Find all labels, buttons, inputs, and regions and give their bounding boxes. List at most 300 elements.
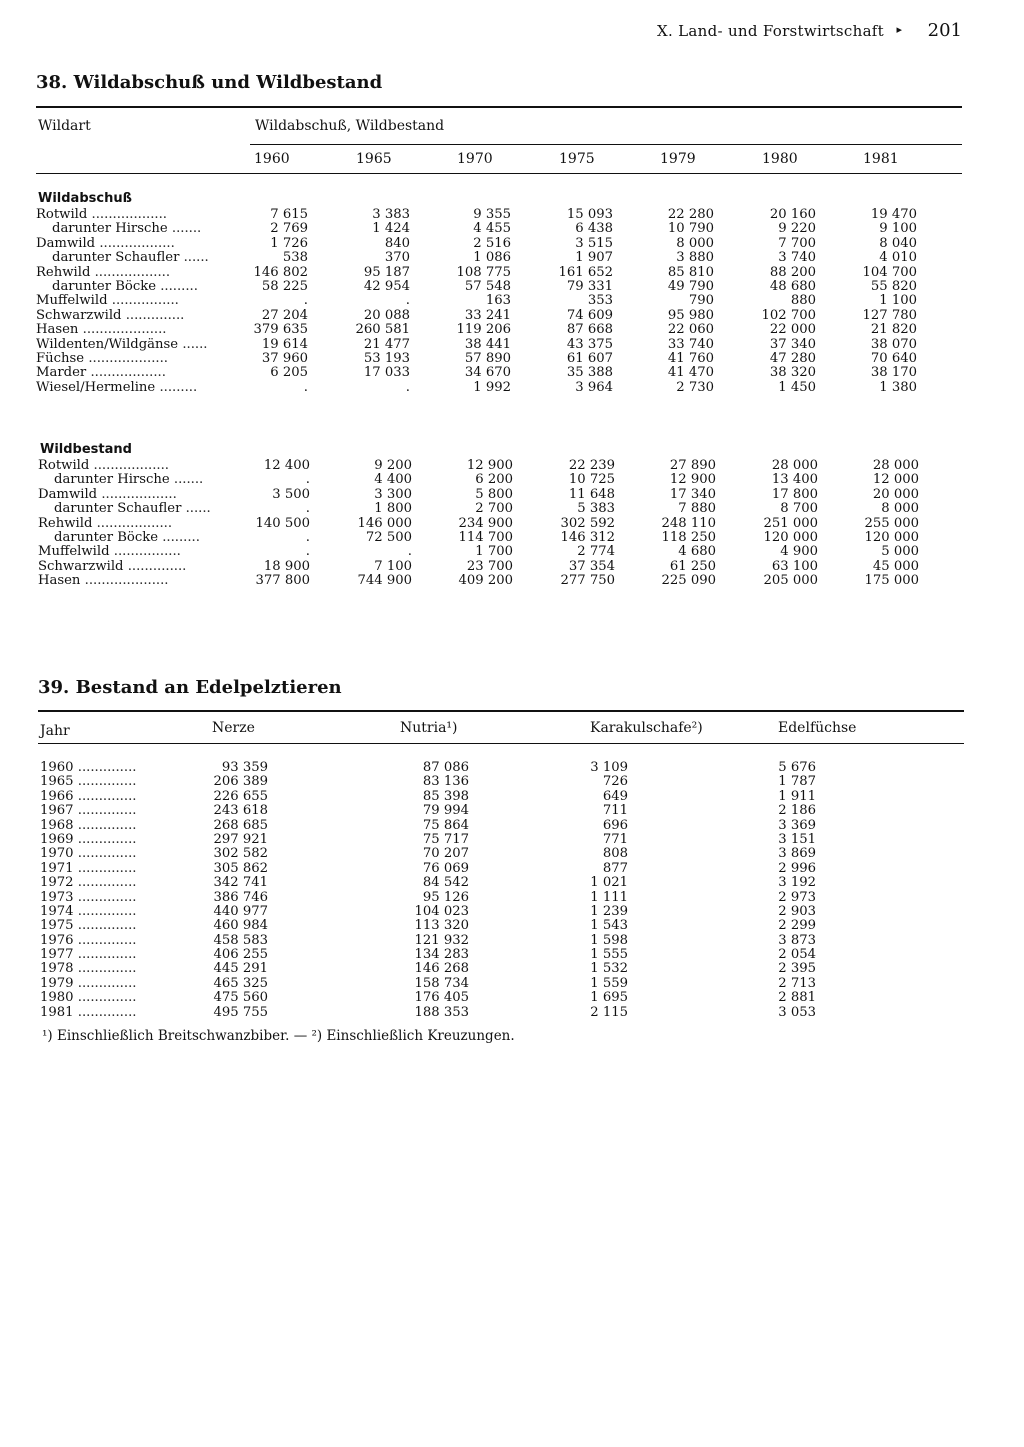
cell-1975: 22 239	[568, 458, 615, 473]
cell-1975: 43 375	[566, 336, 613, 352]
table-row	[38, 560, 928, 574]
cell-1960: 2 769	[270, 221, 308, 237]
row-label-text: darunter Schaufler	[54, 502, 182, 517]
row-label-text: Rotwild	[36, 208, 88, 222]
cell-edelfuechse: 3 151	[778, 831, 816, 847]
cell-1980: 17 800	[771, 486, 818, 502]
cell-1981: 1 380	[879, 379, 917, 395]
table-row	[40, 991, 920, 1005]
cell-1979: 790	[688, 293, 714, 309]
table-39-top-rule	[38, 710, 964, 712]
row-label	[40, 761, 200, 775]
row-label	[54, 473, 240, 487]
leader-dots: ..............	[77, 818, 137, 833]
leader-dots: ...................	[88, 351, 168, 366]
year-header-1979: 1979	[660, 151, 696, 167]
cell-1970: 38 441	[464, 336, 511, 352]
group-heading-wildbestand: Wildbestand	[40, 442, 132, 457]
row-label	[40, 833, 200, 847]
cell-1960: 19 614	[261, 336, 308, 352]
cell-1970: 34 670	[464, 365, 511, 381]
table-38-title: 38. Wildabschuß und Wildbestand	[36, 72, 383, 93]
table-38-span-rule	[250, 144, 962, 145]
cell-nutria: 134 283	[414, 947, 469, 963]
cell-1960: 6 205	[270, 365, 308, 381]
cell-nutria: 75 864	[422, 817, 469, 833]
cell-1965: 3 383	[372, 207, 410, 222]
cell-1965: 146 000	[357, 515, 412, 531]
cell-1975: 35 388	[566, 365, 613, 381]
table-row	[36, 338, 926, 352]
row-label	[40, 991, 200, 1005]
cell-nerze: 458 583	[213, 932, 268, 948]
cell-nerze: 93 359	[221, 760, 268, 775]
cell-1960: 140 500	[255, 515, 310, 531]
table-row	[38, 502, 928, 516]
cell-nerze: 243 618	[213, 803, 268, 819]
cell-1979: 225 090	[661, 573, 716, 589]
cell-1965: 53 193	[363, 350, 410, 366]
table-39-body	[40, 761, 920, 1020]
cell-nutria: 70 207	[422, 846, 469, 862]
cell-1979: 41 470	[667, 365, 714, 381]
row-label	[40, 919, 200, 933]
cell-edelfuechse: 2 996	[778, 860, 816, 876]
row-label	[52, 251, 238, 265]
row-label-text: Füchse	[36, 351, 85, 366]
cell-1975: 3 964	[575, 379, 613, 395]
row-label	[38, 560, 240, 574]
table-39-header-rule	[38, 743, 964, 744]
cell-1960: 7 615	[270, 207, 308, 222]
cell-1965: 4 400	[374, 472, 412, 488]
row-label-text: Muffelwild	[38, 545, 110, 560]
year-label: 1965	[40, 775, 74, 790]
cell-nutria: 146 268	[414, 961, 469, 977]
cell-1980: 38 320	[769, 365, 816, 381]
row-label-text: Hasen	[36, 323, 79, 338]
cell-1980: 880	[790, 293, 816, 309]
cell-1965: 370	[384, 250, 410, 266]
cell-1979: 85 810	[667, 264, 714, 280]
cell-1980: 251 000	[763, 515, 818, 531]
cell-1980: 22 000	[769, 322, 816, 338]
row-label	[40, 819, 200, 833]
cell-1979: 10 790	[667, 221, 714, 237]
cell-1960: 538	[282, 250, 308, 266]
cell-1965: 17 033	[363, 365, 410, 381]
cell-nutria: 121 932	[414, 932, 469, 948]
row-label	[52, 280, 238, 294]
year-label: 1977	[40, 948, 74, 963]
cell-1980: 8 700	[780, 501, 818, 517]
group-rows	[36, 208, 926, 395]
leader-dots: ..............	[77, 890, 137, 905]
row-label	[36, 294, 238, 308]
year-header-1981: 1981	[863, 151, 899, 167]
row-label	[38, 574, 240, 588]
cell-1965: 3 300	[374, 486, 412, 502]
cell-edelfuechse: 5 676	[778, 760, 816, 775]
cell-1975: 3 515	[575, 235, 613, 251]
cell-1980: 3 740	[778, 250, 816, 266]
cell-karakulschafe: 1 532	[590, 961, 628, 977]
table-row	[38, 531, 928, 545]
table-row	[38, 517, 928, 531]
cell-karakulschafe: 1 559	[590, 975, 628, 991]
table-row	[36, 294, 926, 308]
cell-1981: 4 010	[879, 250, 917, 266]
leader-dots: ......	[183, 251, 209, 266]
header-karakulschafe: Karakulschafe²)	[590, 720, 703, 736]
table-row	[40, 761, 920, 775]
leader-dots: ..................	[99, 236, 175, 251]
cell-1979: 95 980	[667, 307, 714, 323]
cell-karakulschafe: 1 021	[590, 875, 628, 891]
cell-1975: 2 774	[577, 544, 615, 560]
cell-1960: .	[305, 472, 310, 488]
cell-1965: 9 200	[374, 458, 412, 473]
cell-1965: .	[407, 544, 412, 560]
cell-edelfuechse: 3 192	[778, 875, 816, 891]
cell-edelfuechse: 3 369	[778, 817, 816, 833]
cell-1981: 255 000	[864, 515, 919, 531]
cell-karakulschafe: 771	[602, 831, 628, 847]
cell-1965: 7 100	[374, 558, 412, 574]
cell-karakulschafe: 808	[602, 846, 628, 862]
leader-dots: ..............	[125, 308, 185, 323]
year-header-1970: 1970	[457, 151, 493, 167]
leader-dots: ..................	[93, 459, 170, 473]
cell-nerze: 495 755	[213, 1004, 268, 1020]
year-label: 1974	[40, 904, 74, 919]
row-label	[40, 962, 200, 976]
cell-1981: 70 640	[870, 350, 917, 366]
cell-karakulschafe: 877	[602, 860, 628, 876]
cell-1970: 4 455	[473, 221, 511, 237]
table-row	[40, 847, 920, 861]
table-39-title: 39. Bestand an Edelpelztieren	[38, 677, 342, 698]
cell-1981: 12 000	[872, 472, 919, 488]
cell-1970: 1 700	[475, 544, 513, 560]
cell-1970: 12 900	[466, 458, 513, 473]
row-label-text: darunter Hirsche	[54, 473, 170, 488]
cell-edelfuechse: 3 869	[778, 846, 816, 862]
row-label-text: Damwild	[36, 236, 96, 251]
table-row	[36, 309, 926, 323]
table-row	[40, 977, 920, 991]
cell-1980: 88 200	[769, 264, 816, 280]
cell-1960: 3 500	[272, 486, 310, 502]
leader-dots: ......	[182, 337, 208, 352]
cell-karakulschafe: 1 239	[590, 903, 628, 919]
cell-edelfuechse: 3 053	[778, 1004, 816, 1020]
cell-1979: 17 340	[669, 486, 716, 502]
year-label: 1972	[40, 876, 74, 891]
row-label	[36, 338, 238, 352]
cell-1965: 744 900	[357, 573, 412, 589]
cell-edelfuechse: 2 299	[778, 918, 816, 934]
leader-dots: .........	[162, 530, 200, 545]
cell-karakulschafe: 649	[602, 788, 628, 804]
row-label	[54, 531, 240, 545]
cell-1980: 20 160	[769, 207, 816, 222]
table-38-header-rule	[36, 173, 962, 174]
cell-1979: 12 900	[669, 472, 716, 488]
page-marker: ▸	[896, 23, 902, 36]
row-label	[38, 488, 240, 502]
cell-1970: 234 900	[458, 515, 513, 531]
leader-dots: ..............	[127, 559, 187, 574]
row-label	[36, 309, 238, 323]
cell-nerze: 226 655	[213, 788, 268, 804]
row-label	[40, 847, 200, 861]
row-label	[40, 905, 200, 919]
cell-edelfuechse: 2 713	[778, 975, 816, 991]
year-label: 1970	[40, 847, 74, 862]
cell-nerze: 268 685	[213, 817, 268, 833]
cell-1981: 9 100	[879, 221, 917, 237]
row-label-text: darunter Böcke	[52, 279, 157, 294]
row-label	[40, 977, 200, 991]
cell-karakulschafe: 1 695	[590, 990, 628, 1006]
cell-nerze: 342 741	[213, 875, 268, 891]
header-nerze: Nerze	[212, 720, 255, 736]
cell-1980: 120 000	[763, 529, 818, 545]
cell-1965: .	[405, 379, 410, 395]
cell-1970: 2 516	[473, 235, 511, 251]
cell-nutria: 95 126	[422, 889, 469, 905]
cell-1981: 28 000	[872, 458, 919, 473]
cell-nutria: 87 086	[422, 760, 469, 775]
leader-dots: ..............	[77, 761, 137, 775]
cell-nutria: 79 994	[422, 803, 469, 819]
cell-1975: 61 607	[566, 350, 613, 366]
year-label: 1975	[40, 919, 74, 934]
table-row	[36, 266, 926, 280]
table-row	[40, 919, 920, 933]
cell-1970: 33 241	[464, 307, 511, 323]
cell-1979: 3 880	[676, 250, 714, 266]
row-label	[40, 775, 200, 789]
leader-dots: ................	[111, 294, 179, 309]
row-label-text: Muffelwild	[36, 294, 108, 309]
leader-dots: .........	[160, 279, 198, 294]
cell-nutria: 83 136	[422, 774, 469, 790]
cell-nutria: 76 069	[422, 860, 469, 876]
cell-nerze: 305 862	[213, 860, 268, 876]
cell-edelfuechse: 2 973	[778, 889, 816, 905]
cell-1980: 1 450	[778, 379, 816, 395]
cell-1975: 1 907	[575, 250, 613, 266]
row-label	[36, 208, 238, 222]
cell-1979: 33 740	[667, 336, 714, 352]
year-label: 1980	[40, 991, 74, 1006]
cell-nerze: 206 389	[213, 774, 268, 790]
row-label	[40, 1006, 200, 1020]
year-label: 1981	[40, 1005, 74, 1020]
cell-1980: 63 100	[771, 558, 818, 574]
cell-1980: 47 280	[769, 350, 816, 366]
row-label-text: Schwarzwild	[36, 308, 122, 323]
cell-1975: 146 312	[560, 529, 615, 545]
cell-nerze: 302 582	[213, 846, 268, 862]
table-row	[36, 323, 926, 337]
cell-karakulschafe: 696	[602, 817, 628, 833]
cell-1981: 1 100	[879, 293, 917, 309]
year-label: 1967	[40, 804, 74, 819]
row-label-text: Wildenten/Wildgänse	[36, 337, 179, 352]
table-39-footnote: ¹) Einschließlich Breitschwanzbiber. — ²) Einschließlich Kreuzungen.	[42, 1028, 515, 1044]
table-38-stub-header: Wildart	[38, 118, 91, 134]
leader-dots: ..............	[77, 789, 137, 804]
cell-edelfuechse: 1 787	[778, 774, 816, 790]
cell-1970: 2 700	[475, 501, 513, 517]
table-38-span-header: Wildabschuß, Wildbestand	[255, 118, 445, 134]
leader-dots: ..................	[101, 487, 177, 502]
page-number: 201	[927, 20, 962, 41]
cell-1970: 9 355	[473, 207, 511, 222]
row-label	[36, 381, 238, 395]
leader-dots: .......	[171, 222, 202, 237]
row-label	[40, 934, 200, 948]
cell-1970: 409 200	[458, 573, 513, 589]
cell-1980: 205 000	[763, 573, 818, 589]
table-row	[38, 545, 928, 559]
row-label	[40, 790, 200, 804]
cell-karakulschafe: 2 115	[590, 1004, 628, 1020]
year-label: 1969	[40, 832, 74, 847]
leader-dots: ..............	[77, 861, 137, 876]
cell-edelfuechse: 1 911	[778, 788, 816, 804]
cell-1980: 102 700	[761, 307, 816, 323]
table-row	[36, 366, 926, 380]
cell-1975: 79 331	[566, 278, 613, 294]
cell-1975: 277 750	[560, 573, 615, 589]
year-header-1965: 1965	[356, 151, 392, 167]
leader-dots: ..............	[77, 847, 137, 862]
cell-1965: 260 581	[355, 322, 410, 338]
cell-1975: 74 609	[566, 307, 613, 323]
row-label	[40, 862, 200, 876]
table-row	[40, 819, 920, 833]
year-label: 1968	[40, 818, 74, 833]
cell-1975: 87 668	[566, 322, 613, 338]
cell-1960: .	[305, 544, 310, 560]
cell-nerze: 440 977	[213, 903, 268, 919]
cell-1980: 28 000	[771, 458, 818, 473]
row-label	[36, 352, 238, 366]
leader-dots: ..............	[77, 976, 137, 991]
table-row	[36, 251, 926, 265]
cell-edelfuechse: 2 186	[778, 803, 816, 819]
year-label: 1978	[40, 962, 74, 977]
year-label: 1976	[40, 933, 74, 948]
cell-1960: .	[305, 501, 310, 517]
table-row	[40, 804, 920, 818]
cell-1960: 1 726	[270, 235, 308, 251]
cell-1981: 5 000	[881, 544, 919, 560]
table-row	[40, 934, 920, 948]
table-row	[36, 208, 926, 222]
cell-1960: 379 635	[253, 322, 308, 338]
cell-nerze: 460 984	[213, 918, 268, 934]
cell-1965: 840	[384, 235, 410, 251]
cell-1981: 38 070	[870, 336, 917, 352]
cell-edelfuechse: 3 873	[778, 932, 816, 948]
row-label	[36, 366, 238, 380]
cell-1979: 22 280	[667, 207, 714, 222]
cell-1979: 22 060	[667, 322, 714, 338]
table-38-top-rule	[36, 106, 962, 108]
leader-dots: ..................	[90, 366, 166, 381]
row-label-text: darunter Schaufler	[52, 251, 180, 266]
cell-1979: 7 880	[678, 501, 716, 517]
cell-1975: 302 592	[560, 515, 615, 531]
cell-1975: 353	[587, 293, 613, 309]
cell-nerze: 475 560	[213, 990, 268, 1006]
year-label: 1966	[40, 789, 74, 804]
cell-1980: 4 900	[780, 544, 818, 560]
cell-1975: 5 383	[577, 501, 615, 517]
row-label	[40, 876, 200, 890]
cell-nutria: 113 320	[414, 918, 469, 934]
cell-1981: 45 000	[872, 558, 919, 574]
row-label-text: Wiesel/Hermeline	[36, 380, 156, 395]
cell-karakulschafe: 726	[602, 774, 628, 790]
cell-karakulschafe: 1 111	[590, 889, 628, 905]
cell-1970: 163	[485, 293, 511, 309]
cell-1970: 5 800	[475, 486, 513, 502]
cell-1970: 6 200	[475, 472, 513, 488]
cell-1970: 1 992	[473, 379, 511, 395]
row-label	[54, 502, 240, 516]
cell-1960: 58 225	[261, 278, 308, 294]
row-label	[36, 266, 238, 280]
table-row	[40, 962, 920, 976]
cell-1981: 8 000	[881, 501, 919, 517]
cell-1965: 1 424	[372, 221, 410, 237]
cell-1965: 21 477	[363, 336, 410, 352]
table-row	[36, 280, 926, 294]
cell-karakulschafe: 711	[602, 803, 628, 819]
cell-1960: 146 802	[253, 264, 308, 280]
cell-1965: 42 954	[363, 278, 410, 294]
cell-edelfuechse: 2 395	[778, 961, 816, 977]
cell-karakulschafe: 1 543	[590, 918, 628, 934]
cell-1965: 20 088	[363, 307, 410, 323]
cell-nutria: 158 734	[414, 975, 469, 991]
cell-1980: 13 400	[771, 472, 818, 488]
cell-nutria: 75 717	[422, 831, 469, 847]
table-row	[40, 775, 920, 789]
cell-nutria: 104 023	[414, 903, 469, 919]
table-row	[40, 891, 920, 905]
cell-1981: 20 000	[872, 486, 919, 502]
cell-1960: 12 400	[263, 458, 310, 473]
cell-1980: 7 700	[778, 235, 816, 251]
year-label: 1973	[40, 890, 74, 905]
leader-dots: ..............	[77, 832, 137, 847]
cell-nutria: 176 405	[414, 990, 469, 1006]
table-row	[40, 862, 920, 876]
cell-1970: 108 775	[456, 264, 511, 280]
cell-1965: .	[405, 293, 410, 309]
leader-dots: .......	[173, 473, 204, 488]
cell-1960: 27 204	[261, 307, 308, 323]
year-label: 1960	[40, 761, 74, 775]
cell-1975: 15 093	[566, 207, 613, 222]
